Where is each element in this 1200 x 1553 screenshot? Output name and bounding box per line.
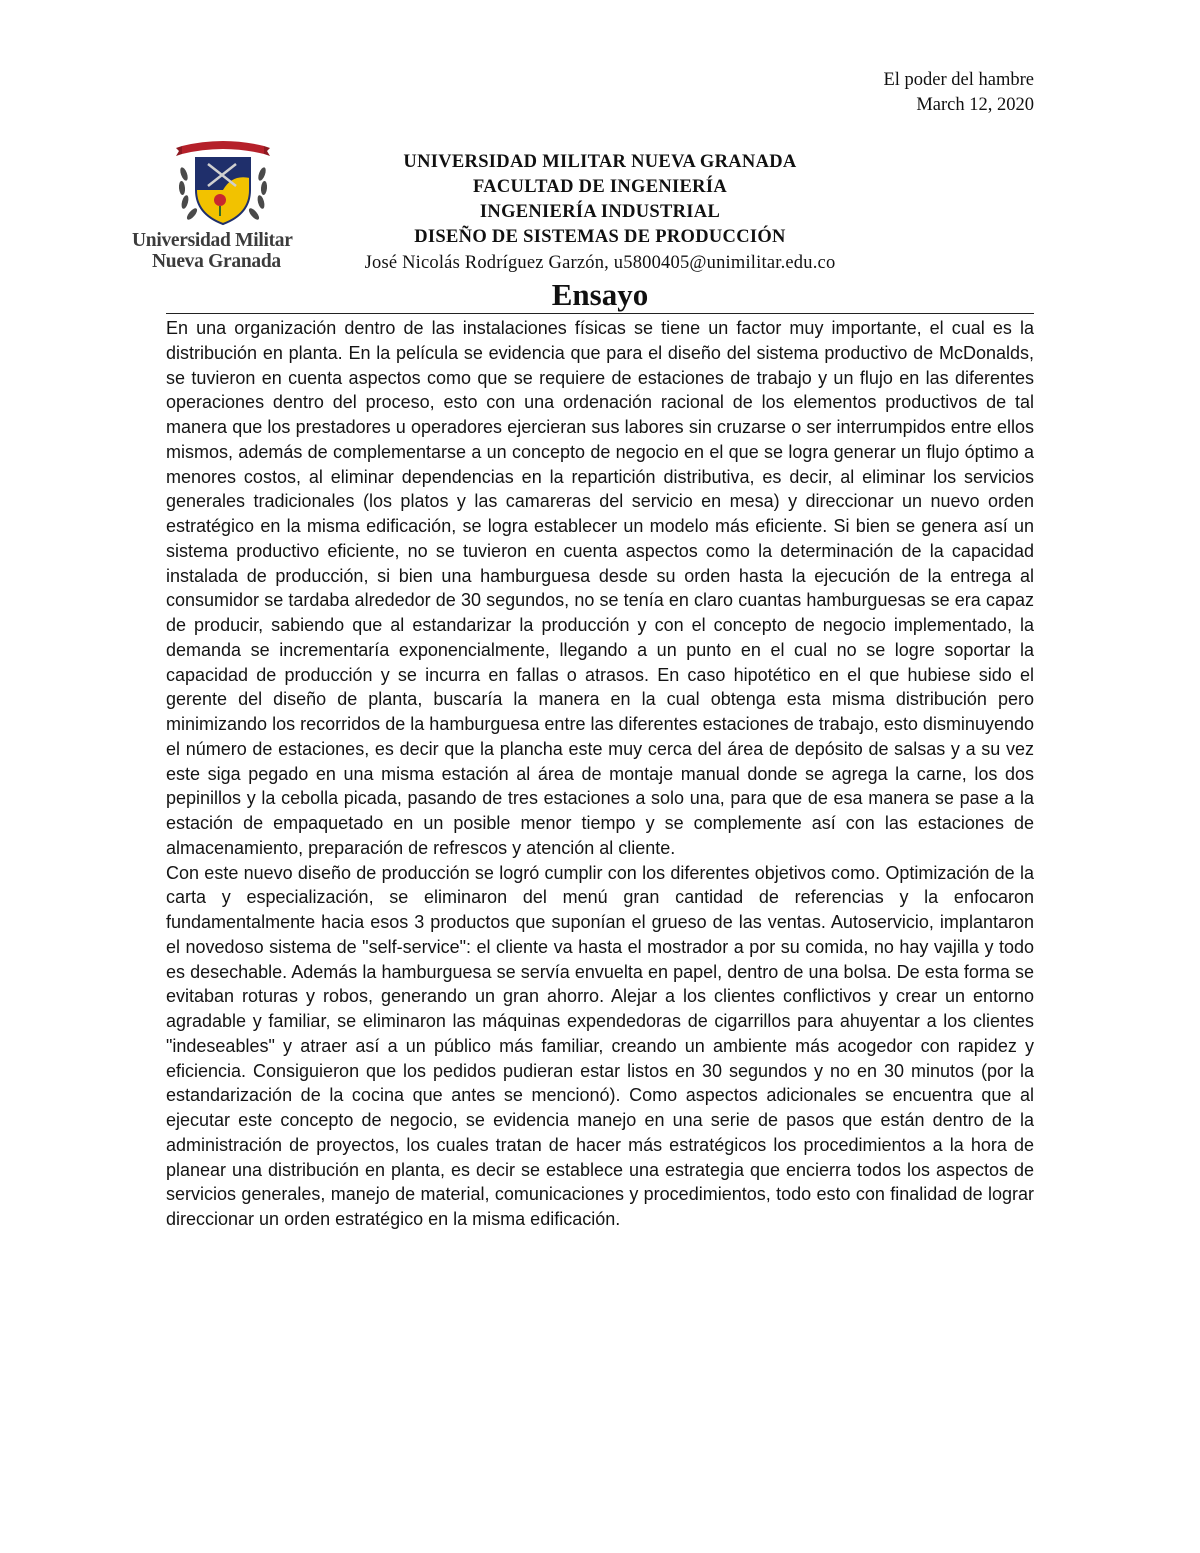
running-header-date: March 12, 2020 [916,95,1034,115]
university-crest-icon [174,134,272,228]
logo-wordmark [132,230,316,272]
title-underline [166,313,1034,314]
running-header-title: El poder del hambre [883,70,1034,90]
logo-wordmark-line1: Universidad Militar [132,230,293,251]
author-line: José Nicolás Rodríguez Garzón, u5800405@unimilitar.edu.co [364,253,836,273]
course-name: DISEÑO DE SISTEMAS DE PRODUCCIÓN [414,227,786,247]
paragraph-2: Con este nuevo diseño de producción se logró cumplir con los diferentes objetivos como. Optimización de la carta y especialización, se eliminaron del menú gran cantidad de referencias y la enfocaron fundamentalmente hacia esos 3 productos que suponían el grueso de las ventas. Autoservicio, implantaron el novedoso sistema de "self-service": el cliente va hasta el mostrador a por su comida, no hay vajilla y todo es desechable. Además la hamburguesa se servía envuelta en papel, dentro de una bolsa. De esta forma se evitaban roturas y robos, generando un gran ahorro. Alejar a los clientes conflictivos y crear un entorno agradable y familiar, se eliminaron las máquinas expendedoras de cigarrillos para ahuyentar a los clientes "indeseables" y atraer así a un público más familiar, creando un ambiente más acogedor con rapidez y eficiencia. Consiguieron que los pedidos pudieran estar listos en 30 segundos y no en 30 minutos (por la estandarización de la cocina que antes se mencionó). Como aspectos adicionales se encuentra que al ejecutar este concepto de negocio, se evidencia manejo en una serie de pasos que están dentro de la administración de proyectos, los cuales tratan de hacer más estratégicos los procedimientos a la hora de planear una distribución en planta, es decir se establece una estrategia que encierra todos los aspectos de servicios generales, manejo de material, comunicaciones y procedimientos, todo esto con finalidad de lograr direccionar un orden estratégico en la misma edificación. [166,862,1034,1229]
document-title: Ensayo [551,277,649,312]
paragraph-1: En una organización dentro de las instalaciones físicas se tiene un factor muy importante, el cual es la distribución en planta. En la película se evidencia que para el diseño del sistema productivo de McDonalds, se tuvieron en cuenta aspectos como que se requiere de estaciones de trabajo y un flujo en las diferentes operaciones dentro del proceso, esto con una ordenación racional de los elementos productivos de tal manera que los prestadores u operadores ejercieran sus labores sin cruzarse o ser interrumpidos entre ellos mismos, además de complementarse a un concepto de negocio en el que se logra generar un flujo óptimo a menores costos, al eliminar dependencias en la repartición distributiva, es decir, al eliminar los servicios generales tradicionales (los platos y las camareras del servicio en mesa) y direccionar un nuevo orden estratégico en la misma edificación, se logra establecer un modelo más eficiente. Si bien se genera así un sistema productivo eficiente, no se tuvieron en cuenta aspectos como la determinación de la capacidad instalada de producción, si bien una hamburguesa desde su orden hasta la ejecución de la entrega al consumidor se tardaba alrededor de 30 segundos, no se tenía en claro cuantas hamburguesas se era capaz de producir, sabiendo que al estandarizar la producción y con el concepto de negocio implementado, la demanda se incrementaría exponencialmente, llegando a un punto en el cual no se logre soportar la capacidad de producción y se incurra en fallas o atrasos. En caso hipotético en el que hubiese sido el gerente del diseño de planta, buscaría la manera en la cual obtenga esta misma distribución pero minimizando los recorridos de la hamburguesa entre las diferentes estaciones de trabajo, esto disminuyendo el número de estaciones, es decir que la plancha este muy cerca del área de depósito de salsas y a su vez este siga pegado en una misma estación al área de montaje manual donde se agrega la carne, los dos pepinillos y la cebolla picada, pasando de tres estaciones a solo una, para que de esa manera se pase a la estación de empaquetado en un posible menor tiempo y se complemente así con las estaciones de almacenamiento, preparación de refrescos y atención al cliente. [166,318,1034,858]
university-logo [132,134,316,276]
crest-ribbon [182,141,264,154]
institution-heading [320,150,880,276]
university-name: UNIVERSIDAD MILITAR NUEVA GRANADA [403,152,797,172]
essay-body [166,316,1034,1232]
program-name: INGENIERÍA INDUSTRIAL [479,202,721,222]
logo-wordmark-line2: Nueva Granada [152,251,281,272]
faculty-name: FACULTAD DE INGENIERÍA [473,177,727,197]
running-header [883,68,1034,118]
